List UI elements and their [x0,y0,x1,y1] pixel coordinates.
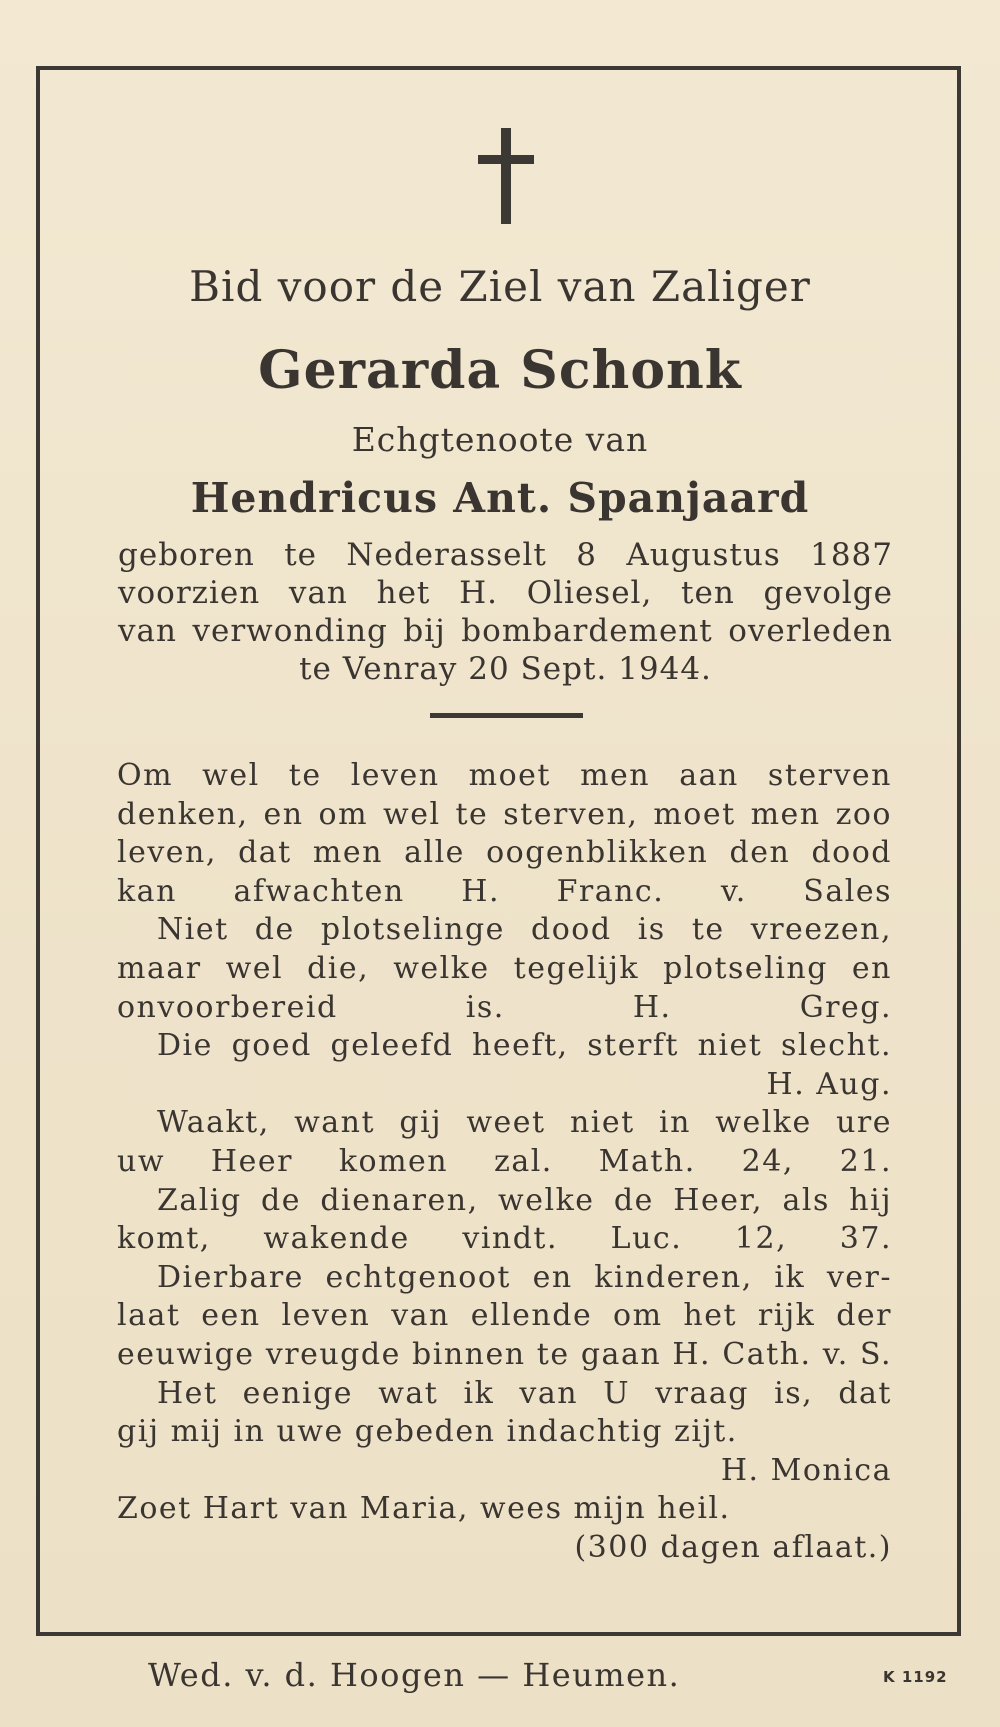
bio-line: te Venray 20 Sept. 1944. [299,651,712,687]
quote-line: leven, dat men alle oogenblikken den dood [117,835,892,871]
quote-line: denken, en om wel te sterven, moet men zoo [117,796,892,832]
quote-line: laat een leven van ellende om het rijk der [117,1298,892,1334]
cross-icon [478,128,534,224]
quote-line: eeuwige vreugde binnen te gaan H. Cath. v. S. [117,1336,892,1372]
quote-line: Om wel te leven moet men aan sterven [117,758,892,793]
quote-line: Het eenige wat ik van U vraag is, dat [157,1375,892,1411]
quote-line: maar wel die, welke tegelijk plotseling en [117,950,892,986]
quote-line: H. Monica [720,1452,892,1488]
card-title: Bid voor de Ziel van Zaliger [189,262,811,311]
bio-line: voorzien van het H. Oliesel, ten gevolge [118,575,893,611]
biography [118,536,893,688]
quote-line: Waakt, want gij weet niet in welke ure [157,1105,892,1141]
print-code: K 1192 [883,1668,948,1686]
quote-line: uw Heer komen zal. Math. 24, 21. [117,1143,892,1179]
bio-line: van verwonding bij bombardement overleden [118,613,893,649]
quotes-block [117,757,892,1567]
quote-line: Die goed geleefd heeft, sterft niet slecht. [157,1028,892,1064]
quote-line: Zoet Hart van Maria, wees mijn heil. [117,1491,731,1527]
quote-line: komt, wakende vindt. Luc. 12, 37. [117,1221,892,1257]
quote-line: (300 dagen aflaat.) [574,1529,892,1565]
quote-line: H. Aug. [766,1066,892,1102]
quote-line: Niet de plotselinge dood is te vreezen, [157,912,892,948]
deceased-name: Gerarda Schonk [258,340,742,401]
quote-line: onvoorbereid is. H. Greg. [117,989,892,1025]
quote-line: Dierbare echtgenoot en kinderen, ik ver- [157,1259,892,1295]
quote-line: gij mij in uwe gebeden indachtig zijt. [117,1414,738,1450]
bio-line: geboren te Nederasselt 8 Augustus 1887 [118,537,893,573]
quote-line: Zalig de dienaren, welke de Heer, als hij [157,1182,892,1218]
divider [430,713,583,718]
relation-label: Echgtenoote van [351,420,649,459]
husband-name: Hendricus Ant. Spanjaard [190,474,810,522]
printer-credit: Wed. v. d. Hoogen — Heumen. [148,1656,681,1694]
quote-line: kan afwachten H. Franc. v. Sales [117,873,892,909]
